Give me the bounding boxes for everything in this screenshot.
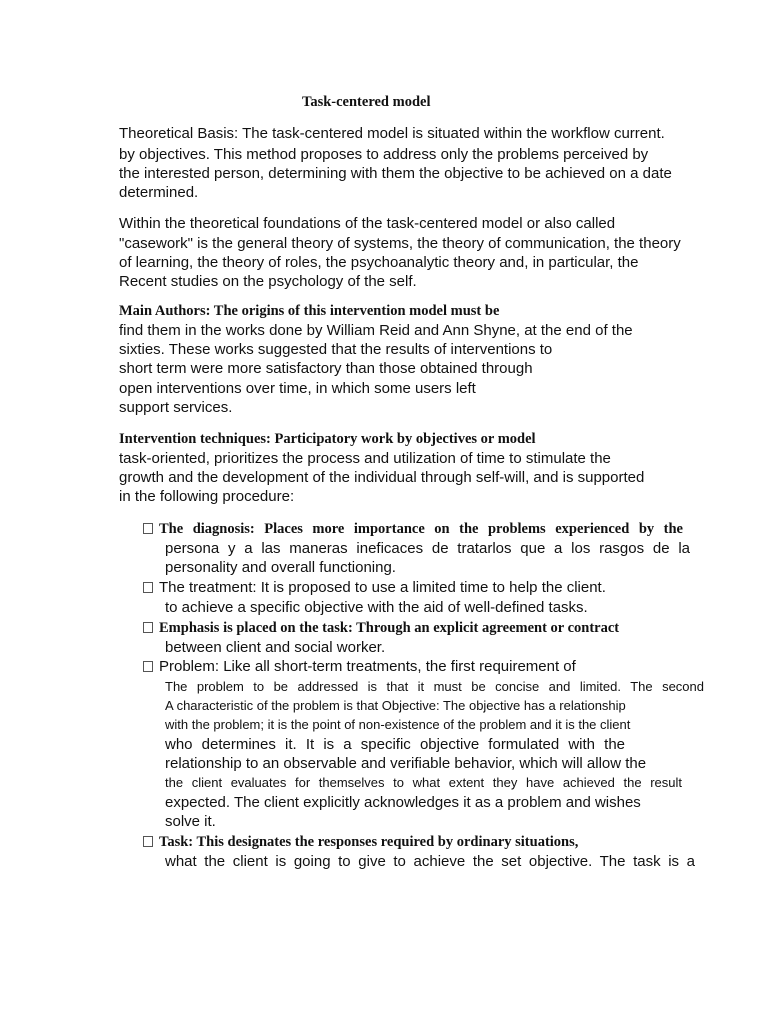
bullet-line: persona y a las maneras ineficaces de tratarlos que a los rasgos de la [165, 540, 690, 557]
p3-line: short term were more satisfactory than those obtained through [119, 360, 533, 377]
p1-line: determined. [119, 184, 199, 201]
p3-line: find them in the works done by William Reid and Ann Shyne, at the end of the [119, 322, 633, 339]
p3-line: open interventions over time, in which some users left [119, 380, 476, 397]
bullet-line: A characteristic of the problem is that Objective: The objective has a relationship [165, 698, 626, 713]
p3-line: support services. [119, 399, 233, 416]
p3-heading: Main Authors: The origins of this intervention model must be [119, 303, 500, 319]
bullet-text: Task: This designates the responses required by ordinary situations, [159, 834, 579, 850]
document-title: Task-centered model [302, 94, 431, 110]
bullet-item [143, 619, 619, 638]
p4-line: in the following procedure: [119, 488, 295, 505]
bullet-text: Problem: Like all short-term treatments, the first requirement of [159, 658, 576, 675]
p4-heading: Intervention techniques: Participatory work by objectives or model [119, 431, 536, 447]
p2-line: Within the theoretical foundations of the task-centered model or also called [119, 215, 616, 232]
bullet-item [143, 578, 606, 597]
bullet-item [143, 657, 576, 676]
bullet-item [143, 833, 578, 852]
bullet-text: Emphasis is placed on the task: Through an explicit agreement or contract [159, 620, 620, 636]
bullet-line: expected. The client explicitly acknowledges it as a problem and wishes [165, 794, 641, 811]
bullet-line: the client evaluates for themselves to what extent they have achieved the result [165, 775, 682, 790]
bullet-line: to achieve a specific objective with the aid of well-defined tasks. [165, 599, 588, 616]
p4-line: growth and the development of the individual through self-will, and is supported [119, 469, 645, 486]
bullet-box-icon [143, 661, 153, 672]
p1-line: Theoretical Basis: The task-centered model is situated within the workflow current. [119, 125, 665, 142]
bullet-line: what the client is going to give to achieve the set objective. The task is a [165, 853, 695, 870]
bullet-box-icon [143, 582, 153, 593]
bullet-box-icon [143, 622, 153, 633]
p3-line: sixties. These works suggested that the results of interventions to [119, 341, 553, 358]
bullet-text: The diagnosis: Places more importance on the problems experienced by the [159, 521, 683, 537]
bullet-item [143, 520, 683, 539]
bullet-box-icon [143, 836, 153, 847]
bullet-line: solve it. [165, 813, 216, 830]
bullet-line: personality and overall functioning. [165, 559, 396, 576]
bullet-line: who determines it. It is a specific objective formulated with the [165, 736, 625, 753]
p2-line: "casework" is the general theory of systems, the theory of communication, the theory [119, 235, 681, 252]
bullet-line: relationship to an observable and verifiable behavior, which will allow the [165, 755, 647, 772]
p4-line: task-oriented, prioritizes the process and utilization of time to stimulate the [119, 450, 611, 467]
p1-line: the interested person, determining with them the objective to be achieved on a date [119, 165, 672, 182]
bullet-line: with the problem; it is the point of non-existence of the problem and it is the client [165, 717, 631, 732]
bullet-text: The treatment: It is proposed to use a limited time to help the client. [159, 579, 606, 596]
bullet-box-icon [143, 523, 153, 534]
p2-line: Recent studies on the psychology of the self. [119, 273, 417, 290]
bullet-line: The problem to be addressed is that it must be concise and limited. The second [165, 679, 704, 694]
bullet-line: between client and social worker. [165, 639, 386, 656]
p2-line: of learning, the theory of roles, the psychoanalytic theory and, in particular, the [119, 254, 639, 271]
p1-line: by objectives. This method proposes to address only the problems perceived by [119, 146, 649, 163]
